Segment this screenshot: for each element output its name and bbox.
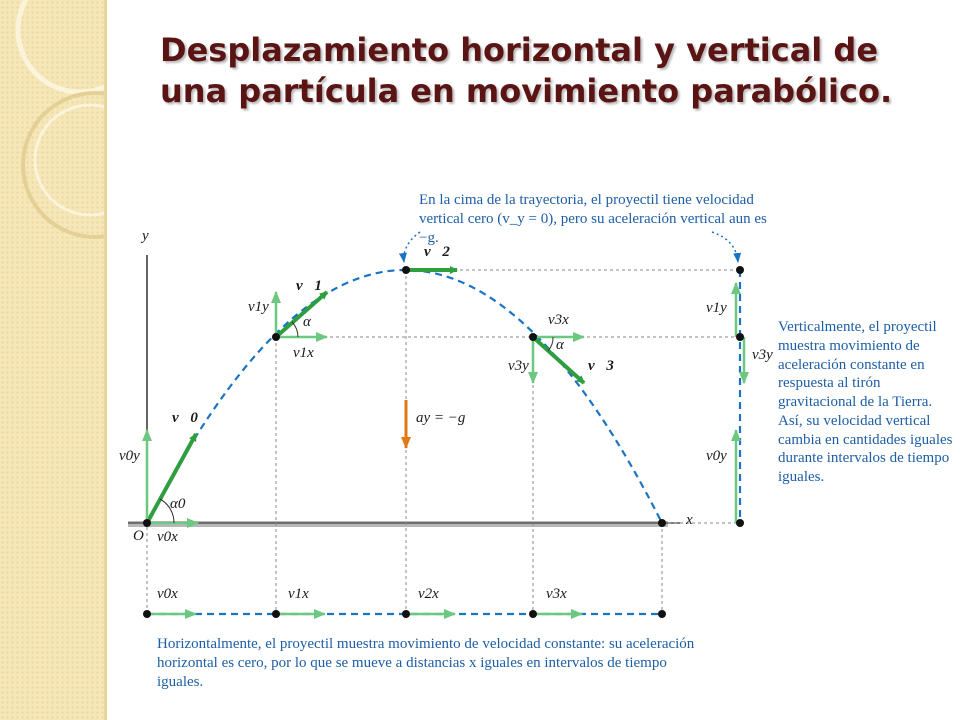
bottom-v0x-label: v0x [157,586,178,602]
right-v3y-label: v3y [752,347,773,363]
v3x-label: v3x [548,312,569,328]
right-v1y-label: v1y [706,300,727,316]
alpha0-label: α0 [170,496,186,512]
v2-label: v⃗2 [424,244,450,260]
bottom-v1x-label: v1x [288,586,309,602]
x-axis-label: x [686,512,693,528]
v1x-label: v1x [293,345,314,361]
v1-vector [276,292,327,337]
alpha3-label: α [556,337,564,353]
right-note: Verticalmente, el proyectil muestra movimiento de aceleración constante en respuesta al tirón gravitacional de la Tierra. Así, su velocidad vertical cambia en cantidades iguales durante intervalos de tiempo iguales. [778,319,953,485]
top-note [419,191,779,247]
alpha1-label: α [303,314,311,330]
ground [128,521,668,527]
trajectory-path [147,270,662,523]
position-dots [143,266,744,618]
page-title: Desplazamiento horizontal y vertical de una partícula en movimiento parabólico. [160,31,893,110]
origin-label: O [133,528,144,544]
v0-label: v⃗0 [172,410,198,426]
top-note-line1: En la cima de la trayectoria, el proyectil tiene velocidad [419,192,754,208]
v0x-label: v0x [157,529,178,545]
bottom-note: Horizontalmente, el proyectil muestra movimiento de velocidad constante: su aceleración horizontal es cero, por lo que se mueve a distancias x iguales en intervalos de tiempo iguales. [157,636,695,690]
right-v0y-label: v0y [706,448,727,464]
top-note-arrow-left [404,232,420,262]
v1y-label: v1y [248,299,269,315]
guide-lines [147,270,740,614]
v3y-label: v3y [508,358,529,374]
bottom-v3x-label: v3x [546,586,567,602]
v3-label: v⃗3 [588,358,614,374]
v1-label: v⃗1 [296,278,322,294]
gravity-label: ay = −g [416,410,466,426]
top-note-line2: vertical cero (v_y = 0), pero su aceleración vertical aun es −g. [419,210,767,246]
bottom-v2x-label: v2x [418,586,439,602]
y-axis-label: y [142,228,149,244]
v0y-label: v0y [119,448,140,464]
